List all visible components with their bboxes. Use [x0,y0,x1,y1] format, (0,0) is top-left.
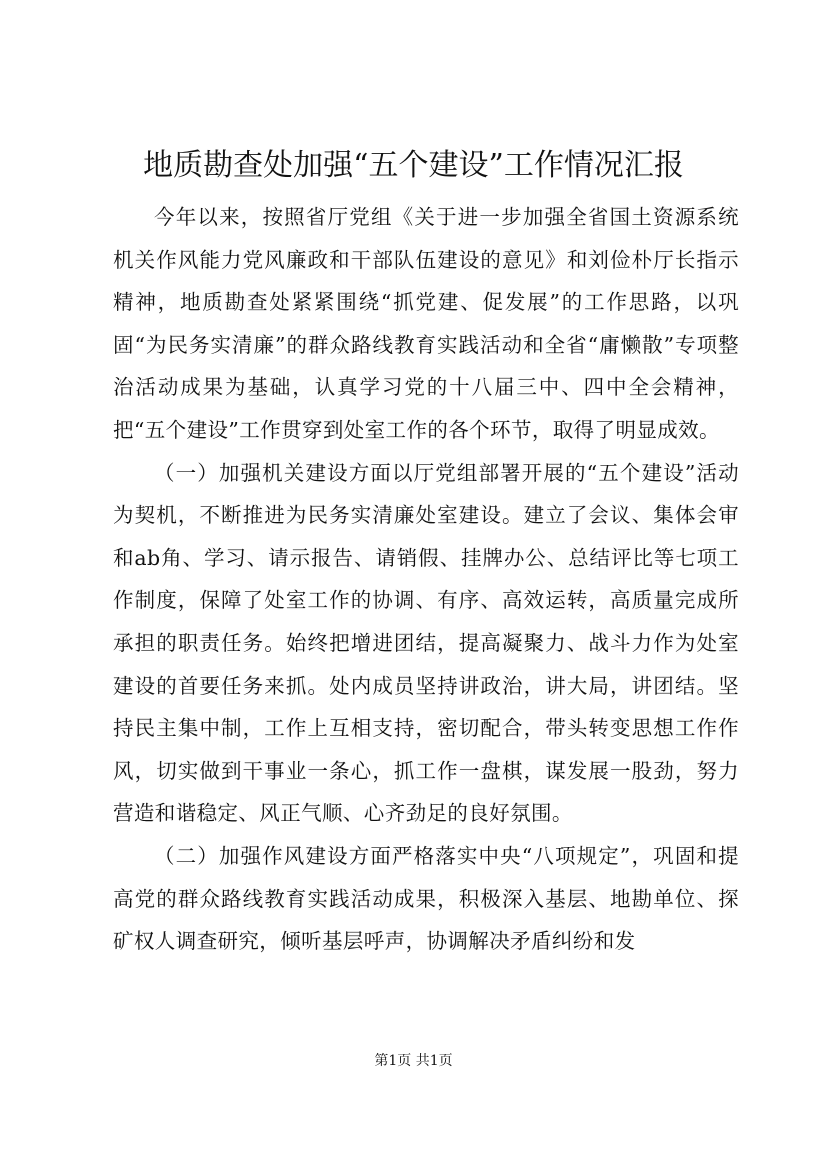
document-body [113,196,739,963]
paragraph-section-1: （一）加强机关建设方面以厅党组部署开展的“五个建设”活动为契机，不断推进为民务实清廉处室建设。建立了会议、集体会审和ab角、学习、请示报告、请销假、挂牌办公、总结评比等七项工作制度，保障了处室工作的协调、有序、高效运转，高质量完成所承担的职责任务。始终把增进团结，提高凝聚力、战斗力作为处室建设的首要任务来抓。处内成员坚持讲政治，讲大局，讲团结。坚持民主集中制，工作上互相支持，密切配合，带头转变思想工作作风，切实做到干事业一条心，抓工作一盘棋，谋发展一股劲，努力营造和谐稳定、风正气顺、心齐劲足的良好氛围。 [113,460,739,826]
paragraph-intro: 今年以来，按照省厅党组《关于进一步加强全省国土资源系统机关作风能力党风廉政和干部队伍建设的意见》和刘俭朴厅长指示精神，地质勘查处紧紧围绕“抓党建、促发展”的工作思路，以巩固“为民务实清廉”的群众路线教育实践活动和全省“庸懒散”专项整治活动成果为基础，认真学习党的十八届三中、四中全会精神，把“五个建设”工作贯穿到处室工作的各个环节，取得了明显成效。 [113,205,739,442]
paragraph-section-2: （二）加强作风建设方面严格落实中央“八项规定”，巩固和提高党的群众路线教育实践活动成果，积极深入基层、地勘单位、探矿权人调查研究，倾听基层呼声，协调解决矛盾纠纷和发 [113,843,739,954]
page-footer: 第1页 共1页 [374,1053,453,1069]
document-title: 地质勘查处加强“五个建设”工作情况汇报 [143,148,684,183]
